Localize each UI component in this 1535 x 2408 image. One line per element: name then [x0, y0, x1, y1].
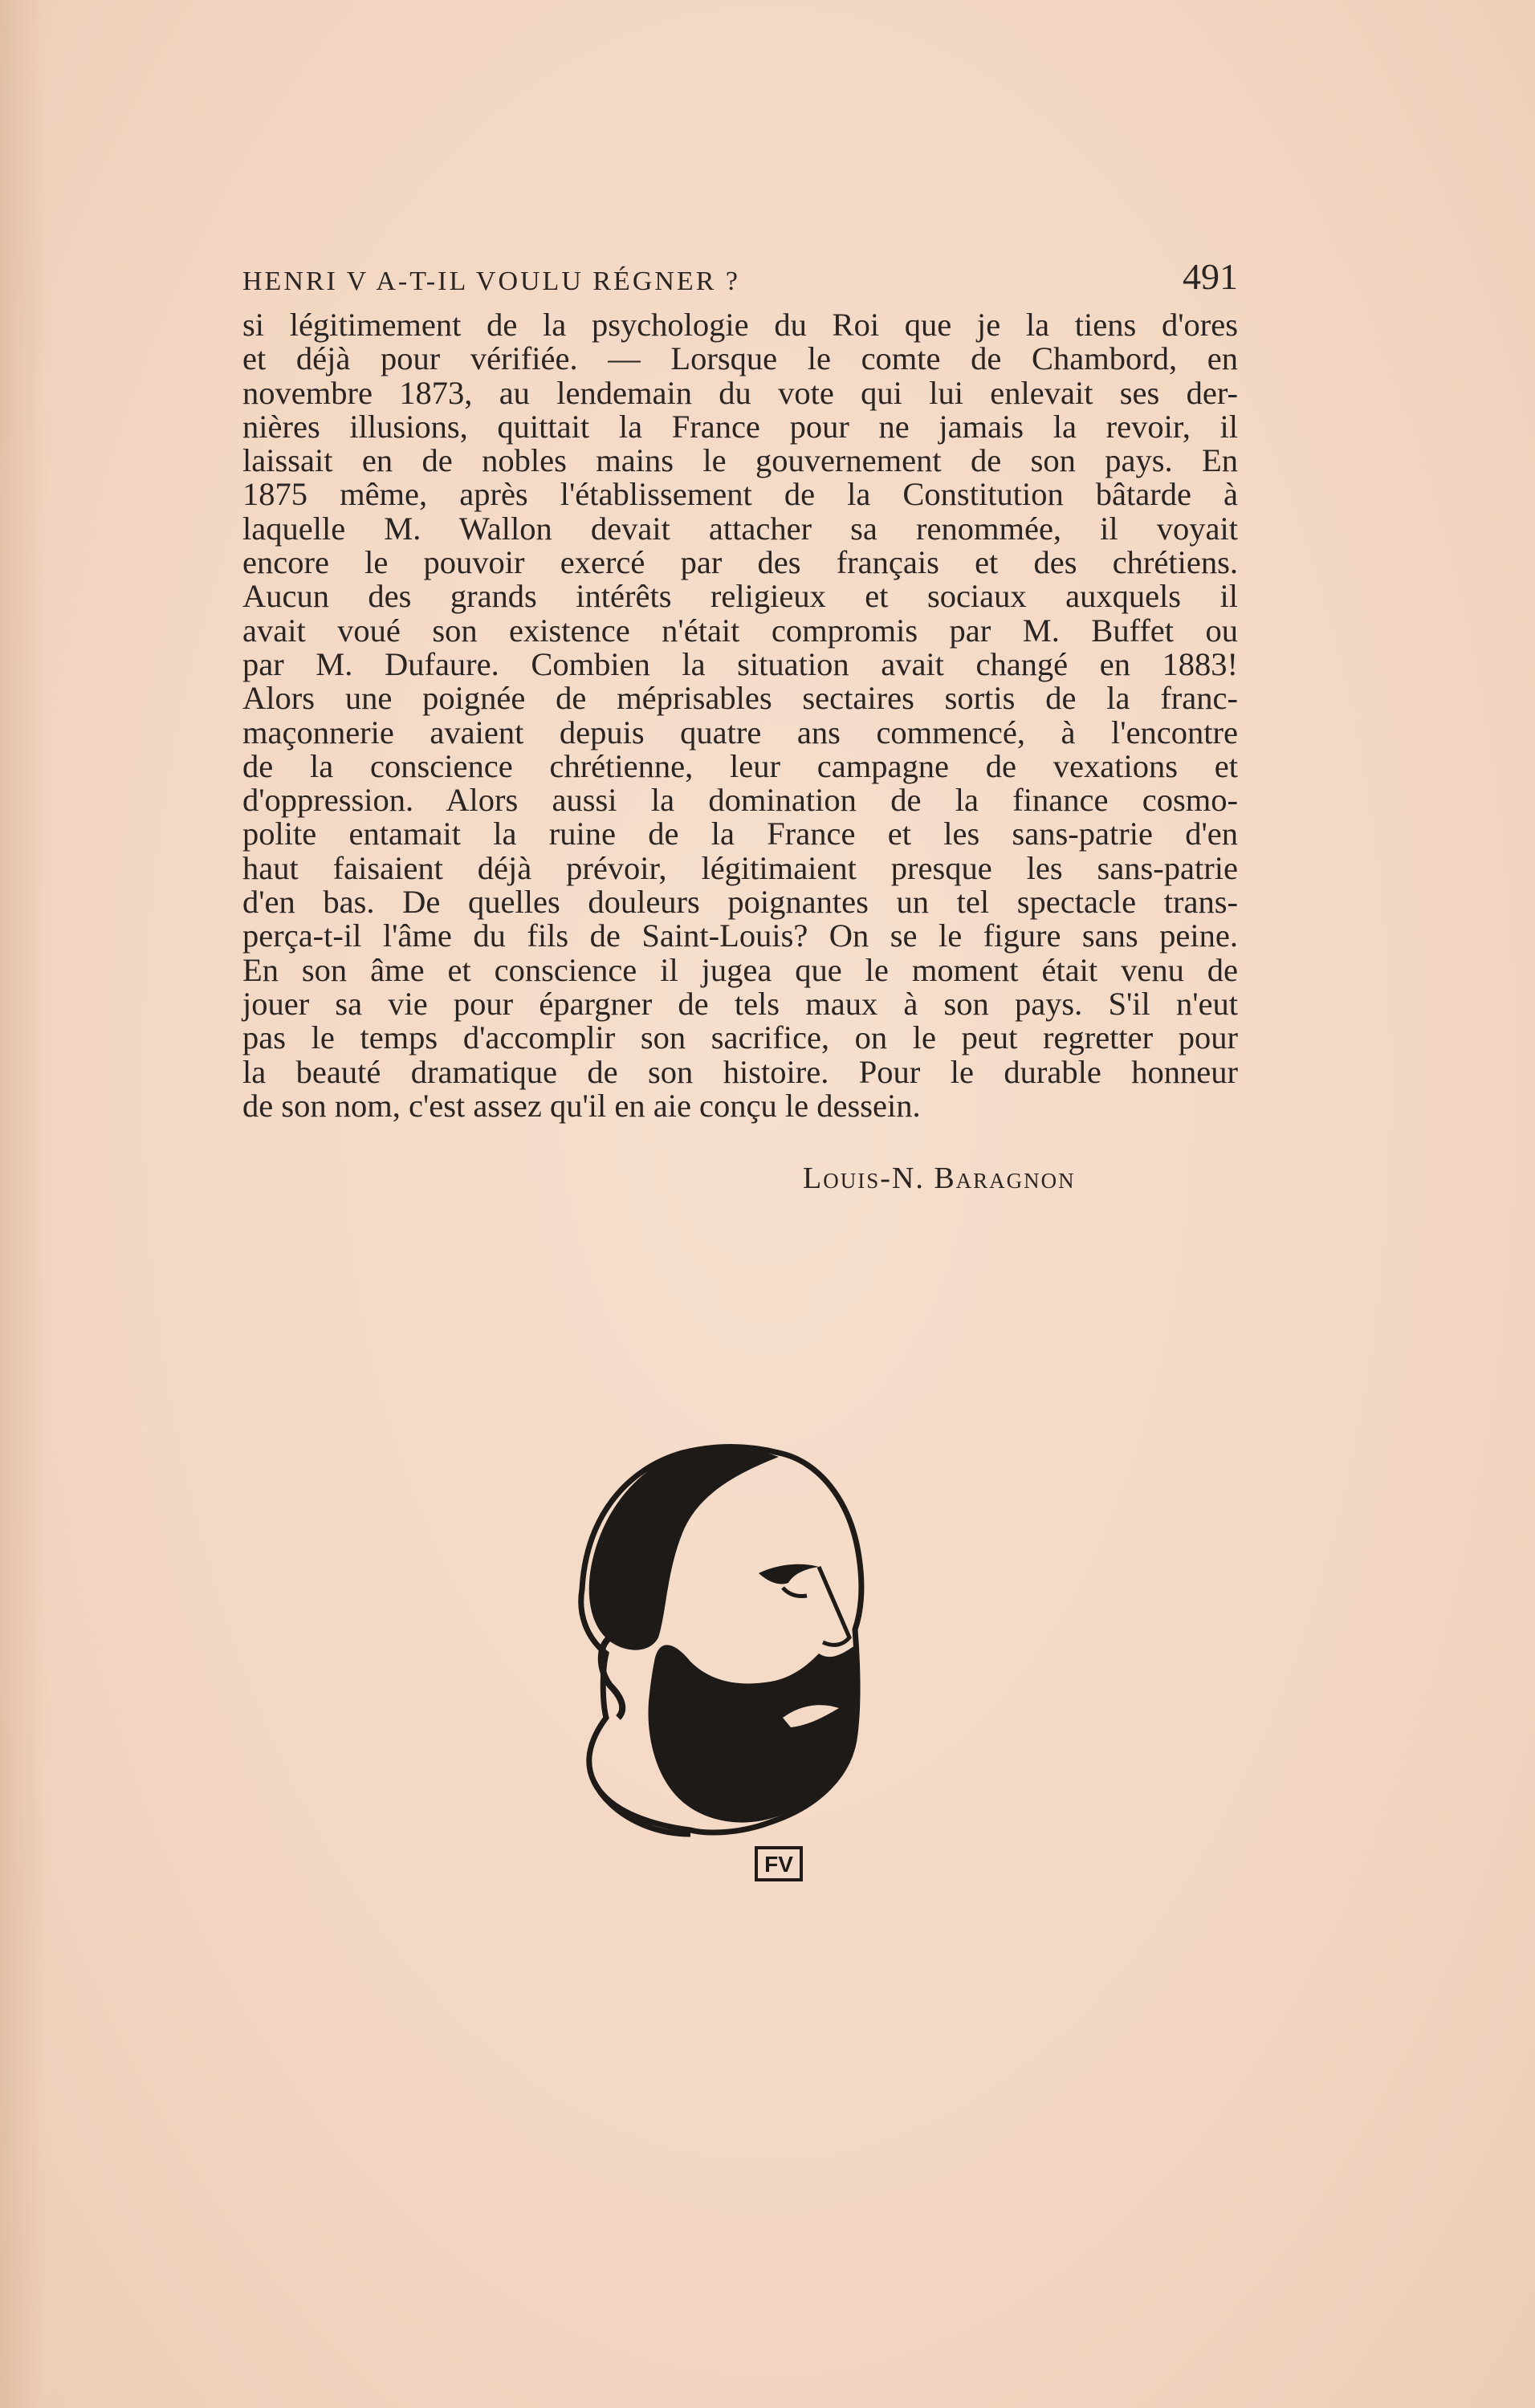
text-line: maçonnerie avaient depuis quatre ans commencé, à l'encontre	[242, 714, 1238, 750]
running-head	[242, 255, 1238, 303]
body-text	[242, 308, 1238, 1123]
text-line: polite entamait la ruine de la France et les sans-patrie d'en	[242, 816, 1238, 852]
text-line: pas le temps d'accomplir son sacrifice, on le peut regretter pour	[242, 1019, 1238, 1056]
text-line: avait voué son existence n'était compromis par M. Buffet ou	[242, 612, 1238, 649]
text-line: haut faisaient déjà prévoir, légitimaient presque les sans-patrie	[242, 849, 1238, 886]
text-line: laquelle M. Wallon devait attacher sa renommée, il voyait	[242, 510, 1238, 547]
text-line: novembre 1873, au lendemain du vote qui lui enlevait ses der-	[242, 374, 1238, 411]
nose-line	[819, 1567, 849, 1645]
running-title: HENRI V A-T-IL VOULU RÉGNER ?	[242, 266, 740, 296]
text-line: laissait en de nobles mains le gouvernement de son pays. En	[242, 442, 1238, 479]
portrait-woodcut	[578, 1397, 899, 1894]
text-line: jouer sa vie pour épargner de tels maux à son pays. S'il n'eut	[242, 985, 1238, 1022]
hair-shape	[589, 1447, 779, 1650]
text-line: et déjà pour vérifiée. — Lorsque le comte de Chambord, en	[242, 340, 1238, 377]
text-line: perça-t-il l'âme du fils de Saint-Louis? On se le figure sans peine.	[242, 917, 1238, 954]
text-line: par M. Dufaure. Combien la situation avait changé en 1883!	[242, 645, 1238, 682]
text-line: nières illusions, quittait la France pour ne jamais la revoir, il	[242, 408, 1238, 445]
text-line: encore le pouvoir exercé par des français et des chrétiens.	[242, 544, 1238, 581]
text-line: de la conscience chrétienne, leur campagne de vexations et	[242, 747, 1238, 784]
eye-shape	[759, 1564, 819, 1584]
text-line: la beauté dramatique de son histoire. Pour le durable honneur	[242, 1053, 1238, 1090]
page-number: 491	[1183, 256, 1238, 297]
author-signature: Louis-N. Baragnon	[803, 1161, 1076, 1195]
text-line: de son nom, c'est assez qu'il en aie conçu le dessein.	[242, 1087, 921, 1124]
text-line: En son âme et conscience il jugea que le moment était venu de	[242, 951, 1238, 988]
text-line: 1875 même, après l'établissement de la Constitution bâtarde à	[242, 476, 1238, 513]
monogram-text: FV	[764, 1852, 793, 1877]
text-line: si légitimement de la psychologie du Roi que je la tiens d'ores	[242, 307, 1238, 343]
text-line: d'oppression. Alors aussi la domination de la finance cosmo-	[242, 782, 1238, 819]
text-line: Aucun des grands intérêts religieux et sociaux auxquels il	[242, 578, 1238, 615]
page-edge-shadow	[0, 0, 48, 2408]
text-line: Alors une poignée de méprisables sectaires sortis de la franc-	[242, 680, 1238, 717]
beard-shape	[648, 1645, 857, 1822]
text-line: d'en bas. De quelles douleurs poignantes un tel spectacle trans-	[242, 884, 1238, 921]
